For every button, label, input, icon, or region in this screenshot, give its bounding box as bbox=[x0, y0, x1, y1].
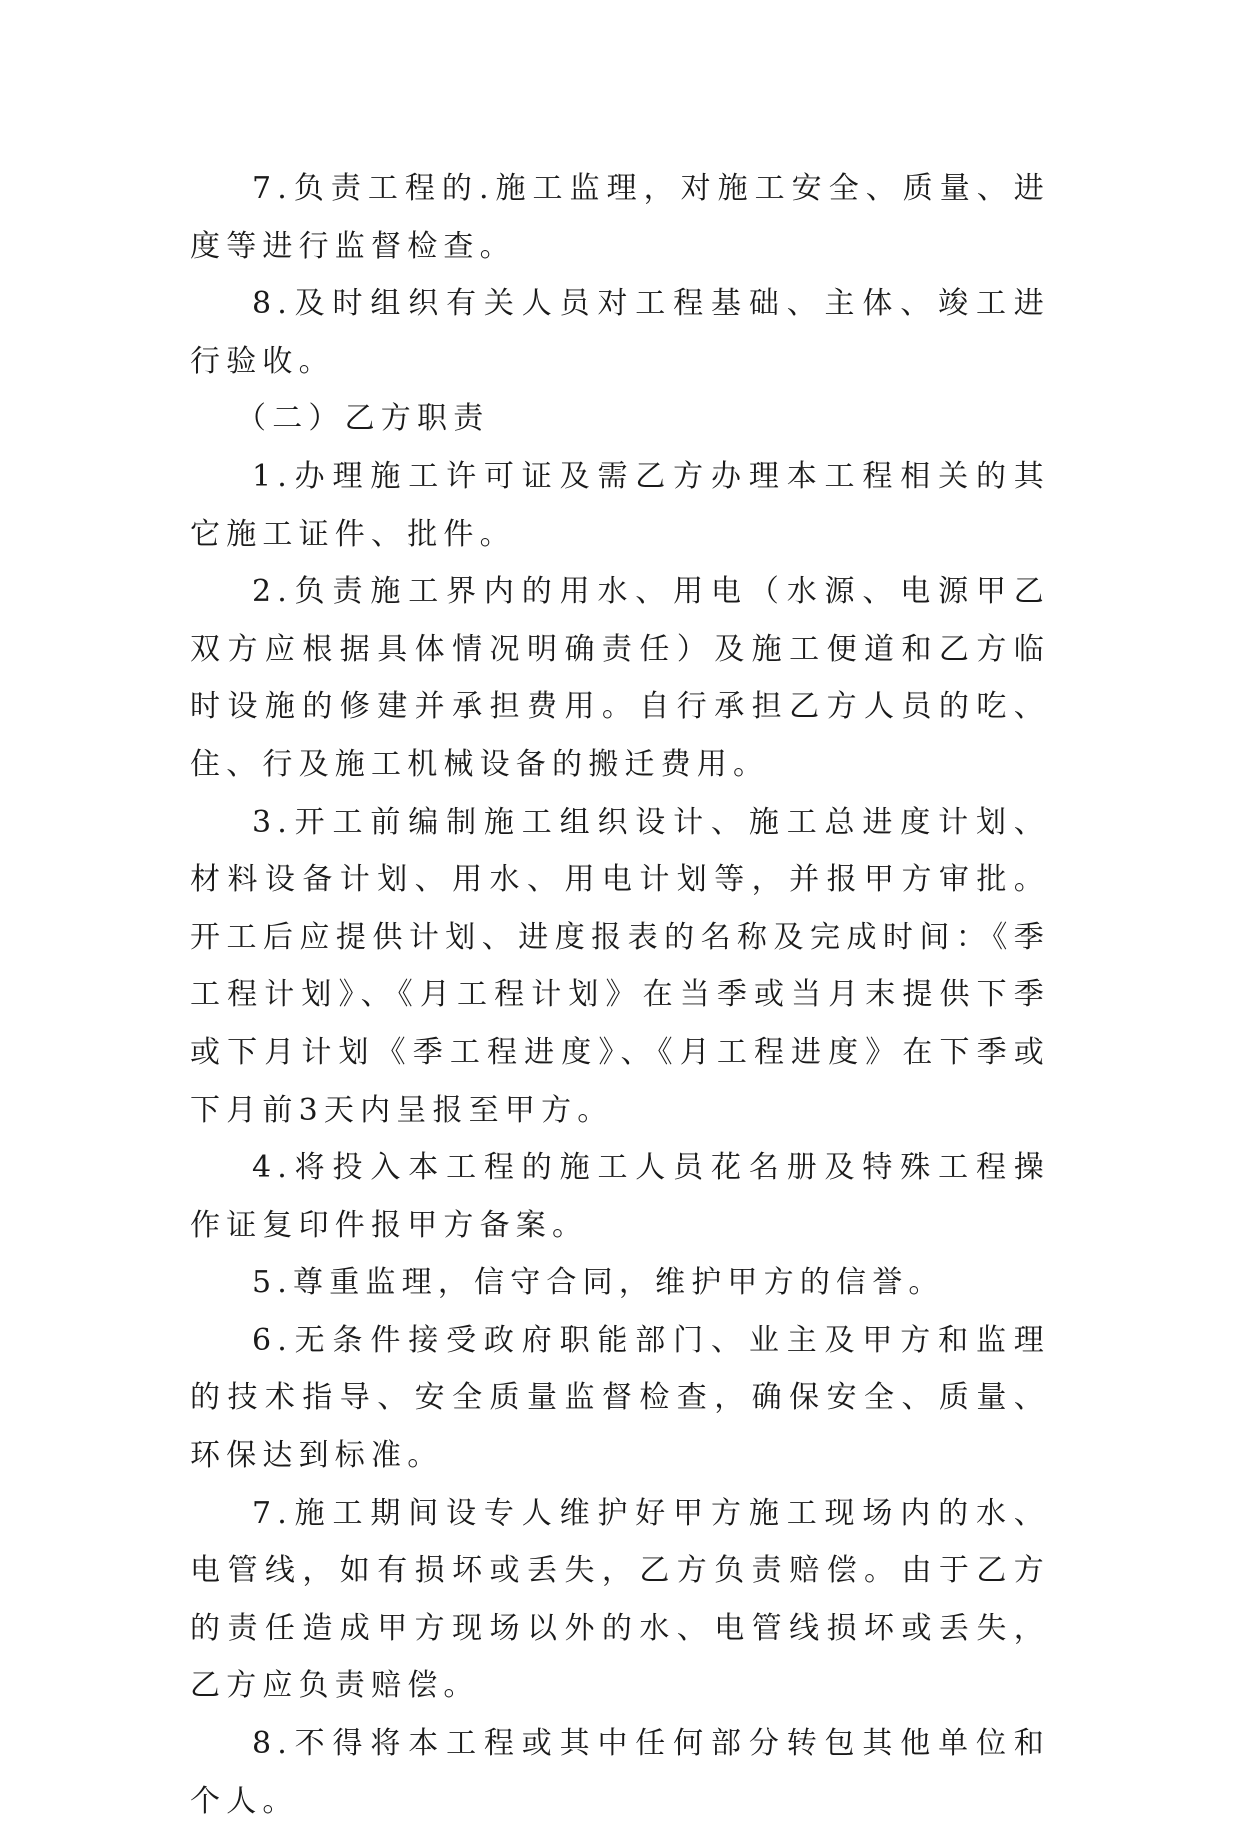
paragraph-b1: 1.办理施工许可证及需乙方办理本工程相关的其它施工证件、批件。 bbox=[190, 458, 1050, 552]
section-heading-party-b-duties: （二）乙方职责 bbox=[236, 401, 490, 437]
paragraph-b4: 4.将投入本工程的施工人员花名册及特殊工程操作证复印件报甲方备案。 bbox=[190, 1150, 1050, 1243]
paragraph-a8: 8.及时组织有关人员对工程基础、主体、竣工进行验收。 bbox=[190, 286, 1050, 379]
paragraph-b7: 7.施工期间设专人维护好甲方施工现场内的水、电管线，如有损坏或丢失，乙方负责赔偿。由于乙方的责任造成甲方现场以外的水、电管线损坏或丢失，乙方应负责赔偿。 bbox=[190, 1495, 1050, 1704]
document-body bbox=[190, 160, 1050, 1830]
paragraph-a7: 7.负责工程的.施工监理，对施工安全、质量、进度等进行监督检查。 bbox=[190, 171, 1050, 264]
paragraph-b6: 6.无条件接受政府职能部门、业主及甲方和监理的技术指导、安全质量监督检查，确保安全、质量、环保达到标准。 bbox=[190, 1322, 1050, 1474]
paragraph-b2: 2.负责施工界内的用水、用电（水源、电源甲乙双方应根据具体情况明确责任）及施工便道和乙方临时设施的修建并承担费用。自行承担乙方人员的吃、住、行及施工机械设备的搬迁费用。 bbox=[190, 574, 1050, 782]
paragraph-b5: 5.尊重监理，信守合同，维护甲方的信誉。 bbox=[252, 1265, 945, 1301]
paragraph-b3: 3.开工前编制施工组织设计、施工总进度计划、材料设备计划、用水、用电计划等，并报甲方审批。开工后应提供计划、进度报表的名称及完成时间：《季工程计划》、《月工程计划》在当季或当月末提供下季或下月计划《季工程进度》、《月工程进度》在下季或下月前3天内呈报至甲方。 bbox=[190, 804, 1050, 1128]
paragraph-b8: 8.不得将本工程或其中任何部分转包其他单位和个人。 bbox=[190, 1726, 1050, 1819]
